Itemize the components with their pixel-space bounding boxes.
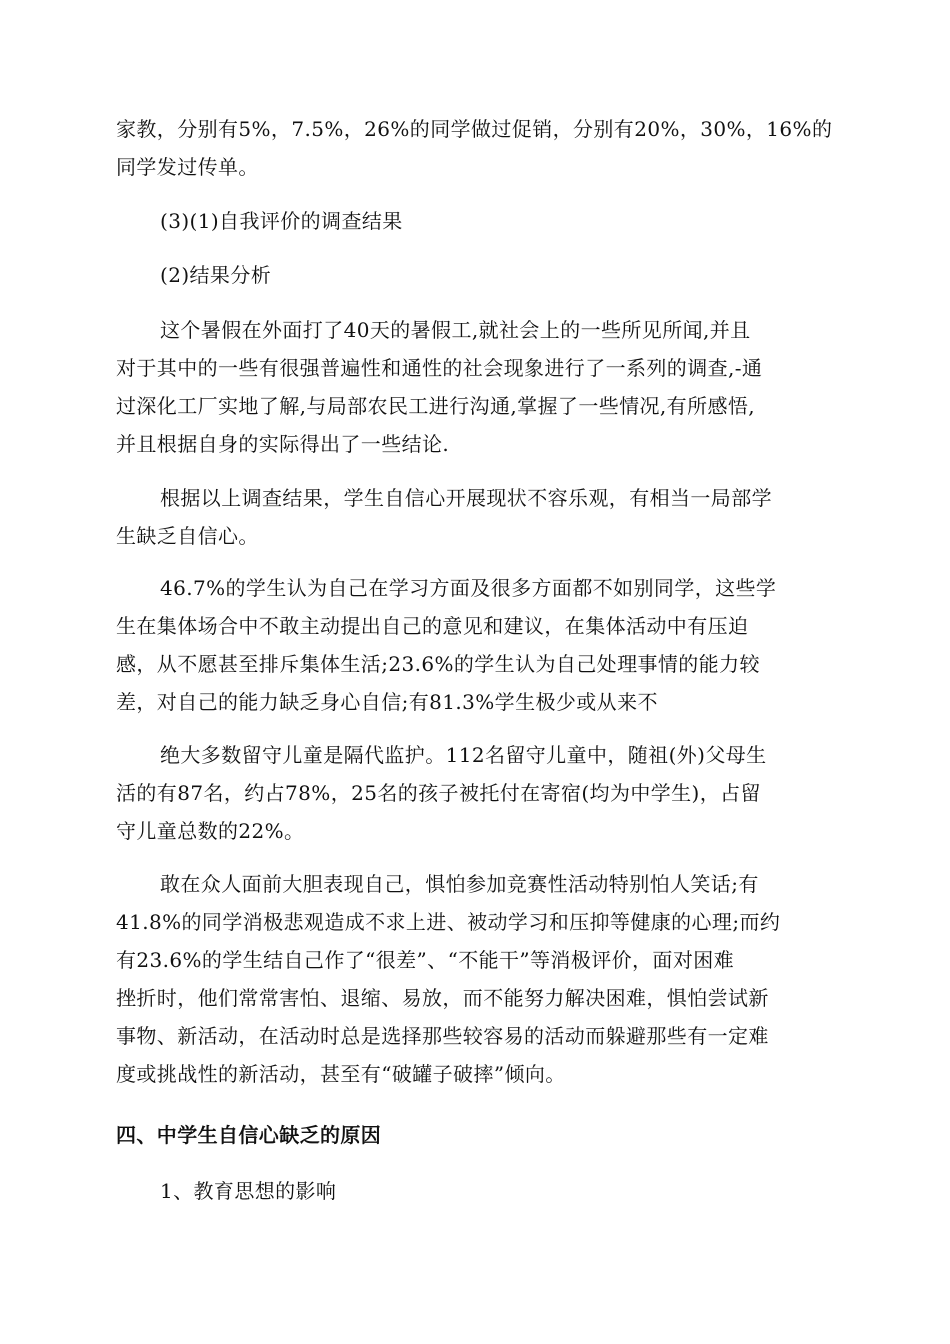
text-line: 感，从不愿甚至排斥集体生活;23.6%的学生认为自己处理事情的能力较: [116, 652, 760, 676]
text-line: (3)(1)自我评价的调查结果: [160, 209, 403, 233]
text-line: 生在集体场合中不敢主动提出自己的意见和建议，在集体活动中有压迫: [116, 614, 749, 638]
paragraph-intro-continued: [116, 110, 836, 186]
text-line: 敢在众人面前大胆表现自己，惧怕参加竞赛性活动特别怕人笑话;有: [160, 872, 759, 896]
subheading-self-evaluation: [160, 202, 880, 240]
text-line: 家教，分别有5%，7.5%，26%的同学做过促销，分别有20%，30%，16%的: [116, 117, 833, 141]
text-line: 挫折时，他们常常害怕、退缩、易放，而不能努力解决困难，惧怕尝试新: [116, 986, 769, 1010]
text-line: (2)结果分析: [160, 263, 272, 287]
text-line: 41.8%的同学消极悲观造成不求上进、被动学习和压抑等健康的心理;而约: [116, 910, 781, 934]
text-line: 并且根据自身的实际得出了一些结论.: [116, 432, 450, 456]
text-line: 差，对自己的能力缺乏身心自信;有81.3%学生极少或从来不: [116, 690, 658, 714]
paragraph-statistics: [116, 569, 836, 721]
paragraph-negative-attitudes: [116, 865, 836, 1093]
section-heading-causes: [116, 1116, 836, 1154]
text-line: 有23.6%的学生结自己作了“很差”、“不能干”等消极评价，面对困难: [116, 948, 735, 972]
text-line: 同学发过传单。: [116, 155, 259, 179]
text-line: 事物、新活动，在活动时总是选择那些较容易的活动而躲避那些有一定难: [116, 1024, 769, 1048]
text-line: 活的有87名，约占78%，25名的孩子被托付在寄宿(均为中学生)，占留: [116, 781, 761, 805]
text-line: 生缺乏自信心。: [116, 524, 259, 548]
text-line: 1、教育思想的影响: [160, 1179, 337, 1203]
text-line: 度或挑战性的新活动，甚至有“破罐子破摔”倾向。: [116, 1062, 566, 1086]
text-line: 绝大多数留守儿童是隔代监护。112名留守儿童中，随祖(外)父母生: [160, 743, 767, 767]
paragraph-survey-conclusion: [116, 479, 836, 555]
subheading-result-analysis: [160, 256, 880, 294]
paragraph-left-behind-children: [116, 736, 836, 850]
subheading-education-thought: [160, 1172, 880, 1210]
text-line: 过深化工厂实地了解,与局部农民工进行沟通,掌握了一些情况,有所感悟,: [116, 394, 756, 418]
text-line: 这个暑假在外面打了40天的暑假工,就社会上的一些所见所闻,并且: [160, 318, 751, 342]
text-line: 四、中学生自信心缺乏的原因: [116, 1123, 382, 1147]
paragraph-summer-work: [116, 311, 836, 463]
text-line: 根据以上调查结果，学生自信心开展现状不容乐观，有相当一局部学: [160, 486, 772, 510]
text-line: 守儿童总数的22%。: [116, 819, 305, 843]
text-line: 46.7%的学生认为自己在学习方面及很多方面都不如别同学，这些学: [160, 576, 777, 600]
text-line: 对于其中的一些有很强普遍性和通性的社会现象进行了一系列的调查,-通: [116, 356, 763, 380]
